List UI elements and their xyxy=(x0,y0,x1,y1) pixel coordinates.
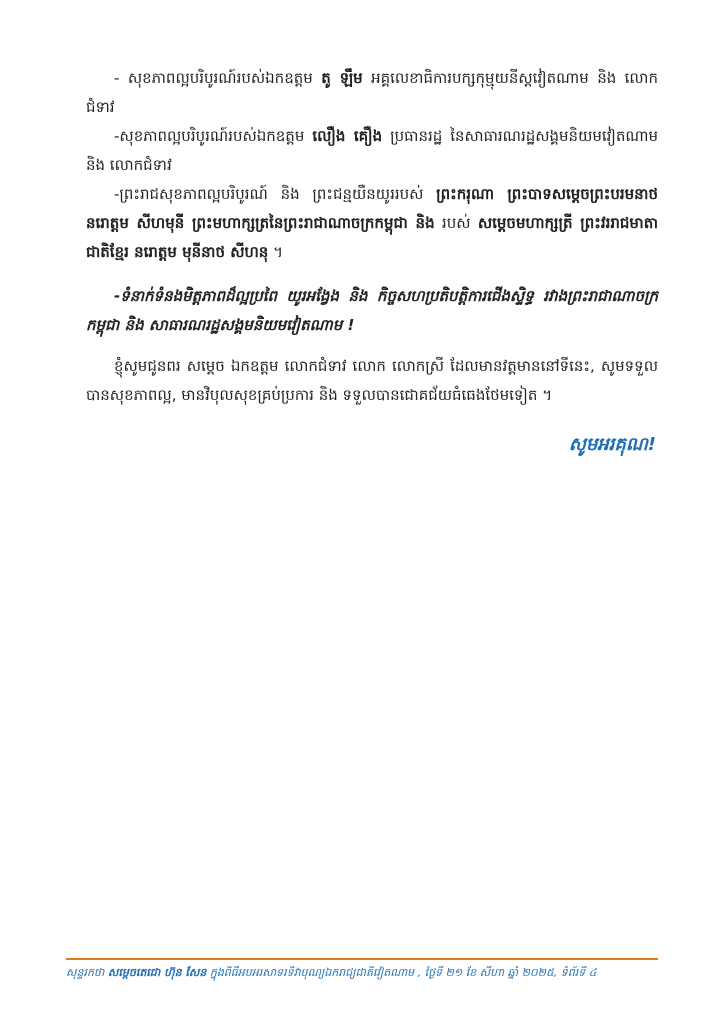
paragraph-text: ។ xyxy=(268,243,283,261)
footer-text: ក្នុងពិធីអបអរសាទរទិវាបុណ្យឯករាជ្យជាតិវៀតណាម , ថ្ងៃទី ២១ ខែ សីហា ឆ្នាំ ២០២៥, ទំព័រទី ៤ xyxy=(206,966,597,979)
paragraph-luong-cuong xyxy=(86,122,658,180)
footer-divider xyxy=(66,958,658,960)
page-footer xyxy=(66,966,658,982)
name-luong-cuong: លឿង គឿង xyxy=(312,127,383,145)
paragraph-text: -ព្រះរាជសុខភាពល្អបរិបូរណ៍ និង ព្រះជន្មយឺនយូររបស់ xyxy=(114,185,437,203)
paragraph-to-lam xyxy=(86,64,658,122)
paragraph-text: អគ្គលេខាធិការបក្សកុម្មុយនីស្តវៀតណាម និង លោកជំទាវ xyxy=(86,69,658,116)
name-to-lam: តូ ឡឹម xyxy=(321,69,363,87)
closing-thanks: សូមអរគុណ! xyxy=(568,434,656,455)
footer-text: សុន្ទរកថា xyxy=(66,966,108,979)
paragraph-text: - សុខភាពល្អបរិបូរណ៍របស់ឯកឧត្តម xyxy=(114,69,322,87)
footer-speaker-name: សម្តេចតេជោ ហ៊ុន សែន xyxy=(107,966,207,979)
paragraph-friendship: -ទំនាក់ទំនងមិត្តភាពដ៏ល្អប្រពៃ យូរអង្វែង និង កិច្ចសហប្រតិបត្តិការជើងស្ទិទ្ធ រវាងព្រះរាជាណាចក្រកម្ពុជា និង សាធារណរដ្ឋសង្គមនិយមវៀតណាម ! xyxy=(86,287,658,334)
paragraph-royal-wishes xyxy=(86,180,658,267)
paragraph-text: ប្រធានរដ្ឋ នៃសាធារណរដ្ឋសង្គមនិយមវៀតណាម និង លោកជំទាវ xyxy=(86,127,658,174)
paragraph-wishes: ខ្ញុំសូមជូនពរ សម្តេច ឯកឧត្តម លោកជំទាវ លោក លោកស្រី ដែលមានវត្តមាននៅទីនេះ, សូមទទួលបានសុខភាពល្អ, មានវិបុលសុខគ្រប់ប្រការ និង ទទួលបានជោគជ័យធំធេងថែមទៀត ។ xyxy=(86,357,658,404)
name-king: ព្រះករុណា ព្រះបាទសម្តេចព្រះបរមនាថ នរោត្តម សីហមុនី ព្រះមហាក្សត្រនៃព្រះរាជាណាចក្រកម្ពុជា និង xyxy=(86,185,658,232)
name-queen-mother: សម្តេចមហាក្សត្រី ព្រះវររាជមាតាជាតិខ្មែរ នរោត្តម មុនីនាថ សីហនុ xyxy=(86,214,658,261)
paragraph-text: របស់ xyxy=(434,214,478,232)
paragraph-text: -សុខភាពល្អបរិបូរណ៍របស់ឯកឧត្តម xyxy=(114,127,313,145)
